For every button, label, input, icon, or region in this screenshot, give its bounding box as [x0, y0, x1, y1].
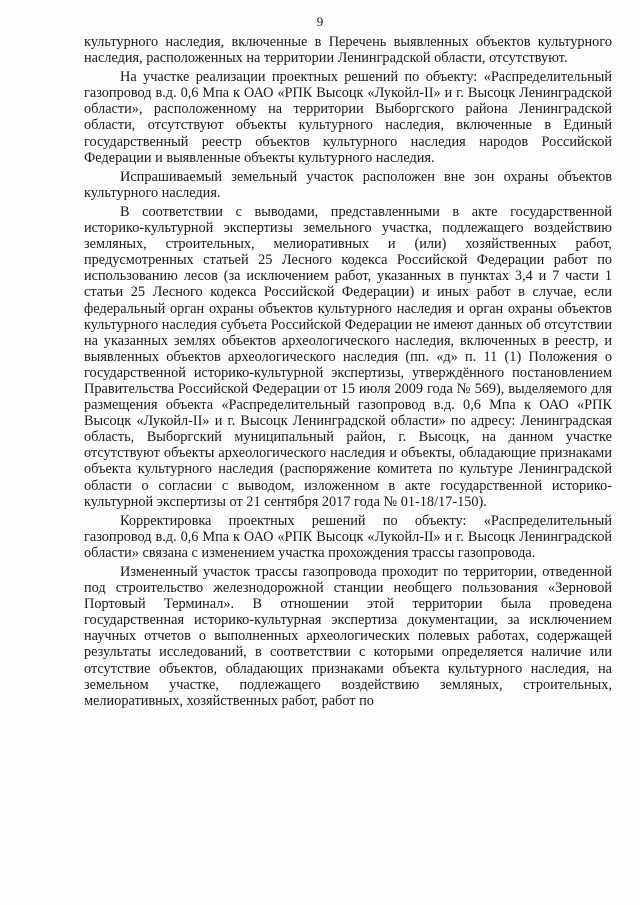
- paragraph-project-site: На участке реализации проектных решений по объекту: «Распределительный газопровод в.д. 0,6 Мпа к ОАО «РПК Высоцк «Лукойл-II» и г. Высоцк Ленинградской области», расположенному на территории Выборгского района Ленинградской области, отсутствуют объекты культурного наследия, включенные в Единый государственный реестр объектов культурного наследия народов Российской Федерации и выявленные объекты культурного наследия.: [84, 69, 612, 166]
- paragraph-design-correction: Корректировка проектных решений по объекту: «Распределительный газопровод в.д. 0,6 Мпа к ОАО «РПК Высоцк «Лукойл-II» и г. Высоцк Ленинградской области» связана с изменением участка прохождения трассы газопровода.: [84, 512, 612, 561]
- paragraph-modified-route: Измененный участок трассы газопровода проходит по территории, отведенной под строительство железнодорожной станции необщего пользования «Зерновой Портовый Терминал». В отношении этой территории была проведена государственная историко-культурная экспертиза документации, за исключением научных отчетов о выполненных археологических полевых работах, содержащей результаты исследований, в соответствии с которыми определяется наличие или отсутствие объектов, обладающих признаками объекта культурного наследия, на земельном участке, подлежащего воздействию земляных, строительных, мелиоративных, хозяйственных работ, работ по: [84, 564, 612, 709]
- paragraph-land-plot: Испрашиваемый земельный участок расположен вне зон охраны объектов культурного наследия.: [84, 168, 612, 201]
- document-body: [84, 34, 612, 712]
- paragraph-continuation: культурного наследия, включенные в Перечень выявленных объектов культурного наследия, расположенных на территории Ленинградской области, отсутствуют.: [84, 34, 612, 67]
- page-number: 9: [316, 14, 324, 29]
- paragraph-expertise-conclusions: В соответствии с выводами, представленными в акте государственной историко-культурной экспертизы земельного участка, подлежащего воздействию земляных, строительных, мелиоративных и (или) хозяйственных работ, предусмотренных статьей 25 Лесного кодекса Российской Федерации работ по использованию лесов (за исключением работ, указанных в пунктах 3,4 и 7 части 1 статьи 25 Лесного кодекса Российской Федерации) и иных работ в случае, если федеральный орган охраны объектов культурного наследия и орган охраны объектов культурного наследия субъета Российской Федерации не имеют данных об отсутствии на указанных землях объектов археологического наследия, включенных в реестр, и выявленных объектов археологического наследия (пп. «д» п. 11 (1) Положения о государственной историко-культурной экспертизы, утверждённого постановлением Правительства Российской Федерации от 15 июля 2009 года № 569), выделяемого для размещения объекта «Распределительный газопровод в.д. 0,6 Мпа к ОАО «РПК Высоцк «Лукойл-II» и г. Высоцк Ленинградской области» по адресу: Ленинградская область, Выборгский муниципальный район, г. Высоцк, на данном участке отсутствуют объекты археологического наследия и объекты, обладающие признаками объекта культурного наследия (распоряжение комитета по культуре Ленинградской области о согласии с выводом, изложенном в акте государственной историко-культурной экспертизы от 21 сентября 2017 года № 01-18/17-150).: [84, 203, 612, 510]
